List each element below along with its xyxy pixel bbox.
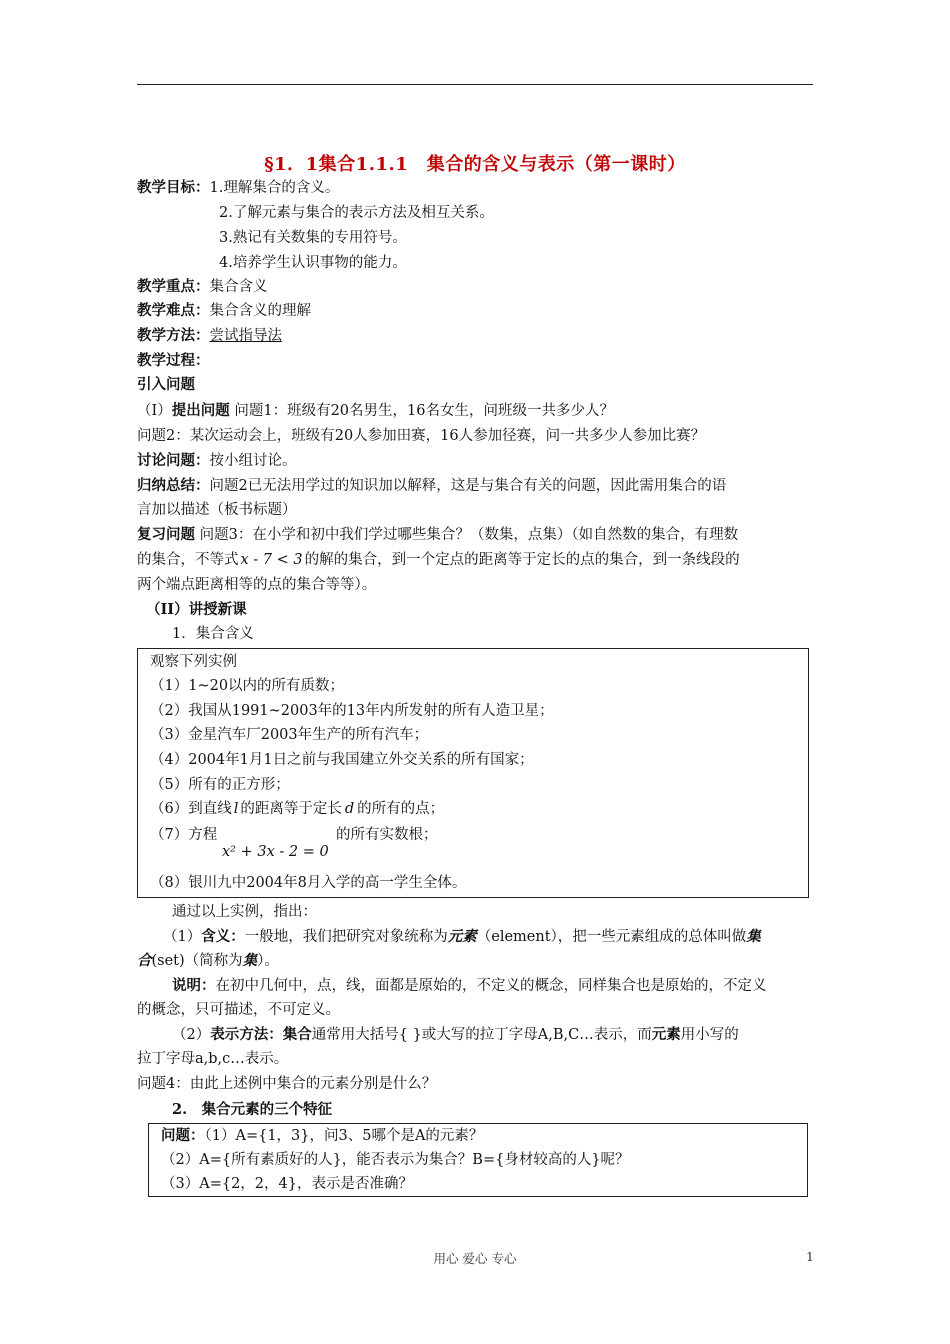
discuss-row [137, 451, 297, 471]
equation-formula: x² + 3x - 2 = 0 [222, 844, 329, 860]
summary-label: 归纳总结： [137, 477, 210, 494]
key-text: 集合含义 [209, 279, 268, 295]
page-number: 1 [806, 1249, 814, 1264]
method-row [137, 326, 282, 346]
note-row [172, 976, 767, 996]
note-label: 说明： [172, 977, 216, 994]
goals-row [137, 178, 339, 198]
meaning-text: ）。 [257, 953, 279, 969]
meaning-row [163, 927, 761, 947]
q1-prefix: （I） [137, 403, 172, 419]
repr-text: 用小写的 [680, 1027, 739, 1043]
questions-box [148, 1123, 808, 1197]
example-text: 的所有实数根； [336, 827, 438, 843]
example-item [150, 825, 217, 845]
subsection-2-label: 2. 集合元素的三个特征 [172, 1101, 333, 1118]
set-term: 集 [746, 928, 761, 945]
summary-text-cont: 言加以描述（板书标题） [137, 502, 297, 518]
goal-item: 3.熟记有关数集的专用符号。 [219, 230, 407, 246]
meaning-prefix: （1） [163, 929, 202, 945]
question-4: 问题4：由此上述例中集合的元素分别是什么？ [137, 1076, 437, 1092]
point-out-text: 通过以上实例，指出： [172, 904, 317, 920]
summary-text: 问题2已无法用学过的知识加以解释，这是与集合有关的问题，因此需用集合的语 [209, 478, 727, 494]
example-text: （6）到直线 [150, 801, 232, 817]
method-label: 教学方法： [137, 327, 210, 344]
meaning-label: 含义： [201, 928, 245, 945]
set-term: 合 [137, 952, 152, 969]
example-item: （4）2004年1月1日之前与我国建立外交关系的所有国家； [150, 752, 534, 768]
set-term: 集合 [282, 1026, 312, 1043]
review-text: 问题3：在小学和初中我们学过哪些集合？（数集，点集）（如自然数的集合，有理数 [195, 527, 739, 543]
page-footer: 用心 爱心 专心 [433, 1251, 517, 1266]
key-label: 教学重点： [137, 278, 210, 295]
meaning-text: 一般地，我们把研究对象统称为 [244, 929, 448, 945]
note-text: 在初中几何中，点，线，面都是原始的，不定义的概念，同样集合也是原始的，不定义 [215, 978, 767, 994]
difficulty-row [137, 301, 311, 321]
example-item: （1）1~20以内的所有质数； [150, 678, 345, 694]
header-rule [137, 84, 813, 85]
intro-label: 引入问题 [137, 376, 195, 393]
review-row-2 [137, 550, 740, 570]
method-text: 尝试指导法 [209, 328, 282, 344]
example-item: （5）所有的正方形； [150, 777, 290, 793]
box-question: （3）A={2，2，4}，表示是否准确？ [161, 1176, 413, 1192]
difficulty-label: 教学难点： [137, 302, 210, 319]
element-term: 元素 [651, 1026, 681, 1043]
meaning-text: (set)（简称为 [151, 953, 243, 969]
box-question [161, 1126, 483, 1146]
box-question-text: （1）A={1，3}，问3、5哪个是A的元素？ [204, 1128, 484, 1144]
repr-label: 表示方法： [210, 1026, 283, 1043]
review-label: 复习问题 [137, 526, 195, 543]
examples-heading: 观察下列实例 [150, 654, 237, 670]
page-title: §1．1集合1.1.1 集合的含义与表示（第一课时） [264, 154, 686, 175]
representation-text-cont: 拉丁字母a,b,c…表示。 [137, 1051, 289, 1067]
question-2: 问题2：某次运动会上，班级有20人参加田赛，16人参加径赛，问一共多少人参加比赛？ [137, 428, 706, 444]
q1-text: 问题1：班级有20名男生，16名女生，问班级一共多少人？ [229, 403, 614, 419]
goals-label: 教学目标： [137, 179, 210, 196]
box-question-label: 问题： [161, 1127, 205, 1144]
examples-box [137, 648, 809, 898]
difficulty-text: 集合含义的理解 [209, 303, 311, 319]
example-text: （7）方程 [150, 827, 218, 843]
section-2-label: （II）讲授新课 [146, 601, 247, 618]
example-item: （8）银川九中2004年8月入学的高一学生全体。 [150, 875, 467, 891]
element-term: 元素 [447, 928, 477, 945]
goal-item: 1.理解集合的含义。 [209, 180, 340, 196]
set-term: 集 [242, 952, 258, 969]
repr-text: 通常用大括号{ }或大写的拉丁字母A,B,C…表示，而 [311, 1027, 652, 1043]
example-item: （3）金星汽车厂2003年生产的所有汽车； [150, 727, 429, 743]
repr-prefix: （2） [172, 1027, 211, 1043]
inequality-formula: x - 7 < 3 [240, 552, 303, 568]
goal-item: 4.培养学生认识事物的能力。 [219, 255, 407, 271]
meaning-row-2 [137, 951, 279, 971]
distance-symbol: d [344, 801, 355, 817]
discuss-text: 按小组讨论。 [209, 453, 297, 469]
example-text: 的距离等于定长 [240, 801, 342, 817]
summary-row [137, 476, 726, 496]
process-label: 教学过程： [137, 352, 210, 369]
meaning-text: （element），把一些元素组成的总体叫做 [476, 929, 747, 945]
representation-row [172, 1025, 739, 1045]
box-question: （2）A={所有素质好的人}，能否表示为集合？B={身材较高的人}呢？ [161, 1152, 630, 1168]
key-row [137, 277, 268, 297]
review-row [137, 525, 738, 545]
review-text: 的解的集合，到一个定点的距离等于定长的点的集合，到一条线段的 [304, 552, 740, 568]
discuss-label: 讨论问题： [137, 452, 210, 469]
line-symbol: l [233, 801, 239, 817]
question-1 [137, 401, 614, 421]
review-text-cont: 两个端点距离相等的点的集合等等）。 [137, 577, 377, 593]
subsection-1-label: 1．集合含义 [172, 626, 254, 642]
q1-label: 提出问题 [171, 402, 230, 419]
review-text: 的集合，不等式 [137, 552, 239, 568]
example-item: （2）我国从1991~2003年的13年内所发射的所有人造卫星； [150, 703, 554, 719]
example-item [150, 799, 444, 819]
note-text-cont: 的概念，只可描述，不可定义。 [137, 1002, 340, 1018]
goal-item: 2.了解元素与集合的表示方法及相互关系。 [219, 205, 494, 221]
example-text: 的所有的点； [357, 801, 445, 817]
